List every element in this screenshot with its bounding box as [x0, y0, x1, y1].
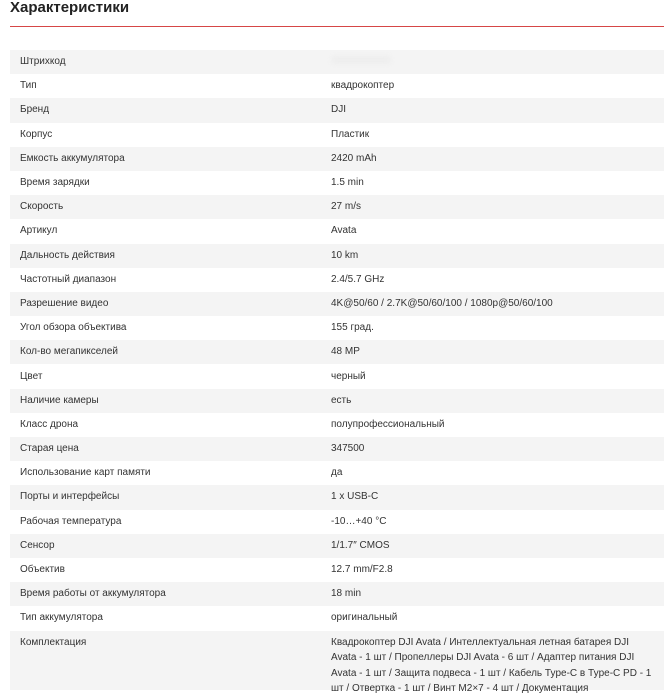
spec-key: Сенсор	[20, 539, 55, 551]
spec-value: 1 x USB-C	[331, 491, 379, 503]
spec-value: оригинальный	[331, 612, 398, 624]
spec-value: 2420 mAh	[331, 152, 377, 164]
spec-row	[10, 268, 664, 292]
spec-value: 1/1.7″ CMOS	[331, 539, 390, 551]
spec-row	[10, 606, 664, 630]
spec-value: 10 km	[331, 249, 359, 261]
spec-row	[10, 74, 664, 98]
spec-row	[10, 147, 664, 171]
spec-value: квадрокоптер	[331, 80, 395, 92]
spec-value: 347500	[331, 443, 365, 455]
spec-key: Цвет	[20, 370, 43, 382]
spec-value: 2.4/5.7 GHz	[331, 273, 385, 285]
spec-key: Артикул	[20, 225, 58, 237]
spec-row	[10, 316, 664, 340]
spec-key: Кол-во мегапикселей	[20, 346, 118, 358]
spec-row	[10, 558, 664, 582]
spec-row	[10, 195, 664, 219]
spec-value: Avata	[331, 225, 357, 237]
blurred-barcode	[331, 56, 391, 64]
spec-row	[10, 437, 664, 461]
spec-key: Бренд	[20, 104, 50, 116]
title-divider	[10, 26, 664, 27]
spec-row	[10, 582, 664, 606]
spec-key: Емкость аккумулятора	[20, 152, 125, 164]
spec-row	[10, 292, 664, 316]
spec-row	[10, 364, 664, 388]
specs-table	[10, 50, 664, 694]
spec-value: 1.5 min	[331, 177, 364, 189]
spec-value: полупрофессиональный	[331, 418, 445, 430]
spec-row	[10, 98, 664, 122]
spec-key: Старая цена	[20, 443, 79, 455]
spec-row	[10, 485, 664, 509]
spec-value: черный	[331, 370, 366, 382]
spec-value: 48 MP	[331, 346, 360, 358]
spec-key: Дальность действия	[20, 249, 115, 261]
spec-row-barcode	[10, 50, 664, 74]
spec-key: Тип	[20, 80, 37, 92]
spec-key: Порты и интерфейсы	[20, 491, 120, 503]
page-title: Характеристики	[10, 0, 130, 16]
spec-key: Комплектация	[20, 636, 87, 648]
spec-value: 4K@50/60 / 2.7K@50/60/100 / 1080p@50/60/100	[331, 297, 553, 309]
spec-key: Класс дрона	[20, 418, 79, 430]
spec-row	[10, 461, 664, 485]
spec-value: 18 min	[331, 588, 362, 600]
spec-row	[10, 510, 664, 534]
spec-value: Пластик	[331, 128, 370, 140]
spec-key: Рабочая температура	[20, 515, 122, 527]
spec-value: Квадрокоптер DJI Avata / Интеллектуальная летная батарея DJI Avata - 1 шт / Пропеллеры DJI Avata - 6 шт / Адаптер питания DJI Avata - 1 шт / Защита подвеса - 1 шт / Кабель Type-C в Type-C PD - 1 шт / Отвертка - 1 шт / Винт M2×7 - 4 шт / Документация	[331, 636, 652, 694]
spec-key: Время зарядки	[20, 177, 90, 189]
spec-value: есть	[331, 394, 352, 406]
spec-key: Разрешение видео	[20, 297, 109, 309]
spec-key: Частотный диапазон	[20, 273, 117, 285]
spec-key: Тип аккумулятора	[20, 612, 103, 624]
spec-key: Угол обзора объектива	[20, 322, 127, 334]
spec-row	[10, 389, 664, 413]
spec-value: да	[331, 467, 343, 479]
spec-value: -10…+40 °C	[331, 515, 387, 527]
spec-value: 12.7 mm/F2.8	[331, 564, 393, 576]
spec-value-barcode-blurred	[331, 56, 664, 68]
spec-row	[10, 340, 664, 364]
spec-value: DJI	[331, 104, 346, 116]
spec-key: Штрихкод	[20, 56, 66, 68]
spec-row	[10, 123, 664, 147]
spec-row	[10, 244, 664, 268]
spec-value: 27 m/s	[331, 201, 362, 213]
spec-row	[10, 413, 664, 437]
spec-key: Использование карт памяти	[20, 467, 151, 479]
spec-row	[10, 534, 664, 558]
spec-key: Корпус	[20, 128, 53, 140]
spec-key: Время работы от аккумулятора	[20, 588, 166, 600]
spec-row	[10, 171, 664, 195]
spec-key: Скорость	[20, 201, 64, 213]
spec-row-package	[10, 631, 664, 694]
spec-key: Наличие камеры	[20, 394, 99, 406]
spec-value: 155 град.	[331, 322, 374, 334]
spec-key: Объектив	[20, 564, 65, 576]
spec-row	[10, 219, 664, 243]
